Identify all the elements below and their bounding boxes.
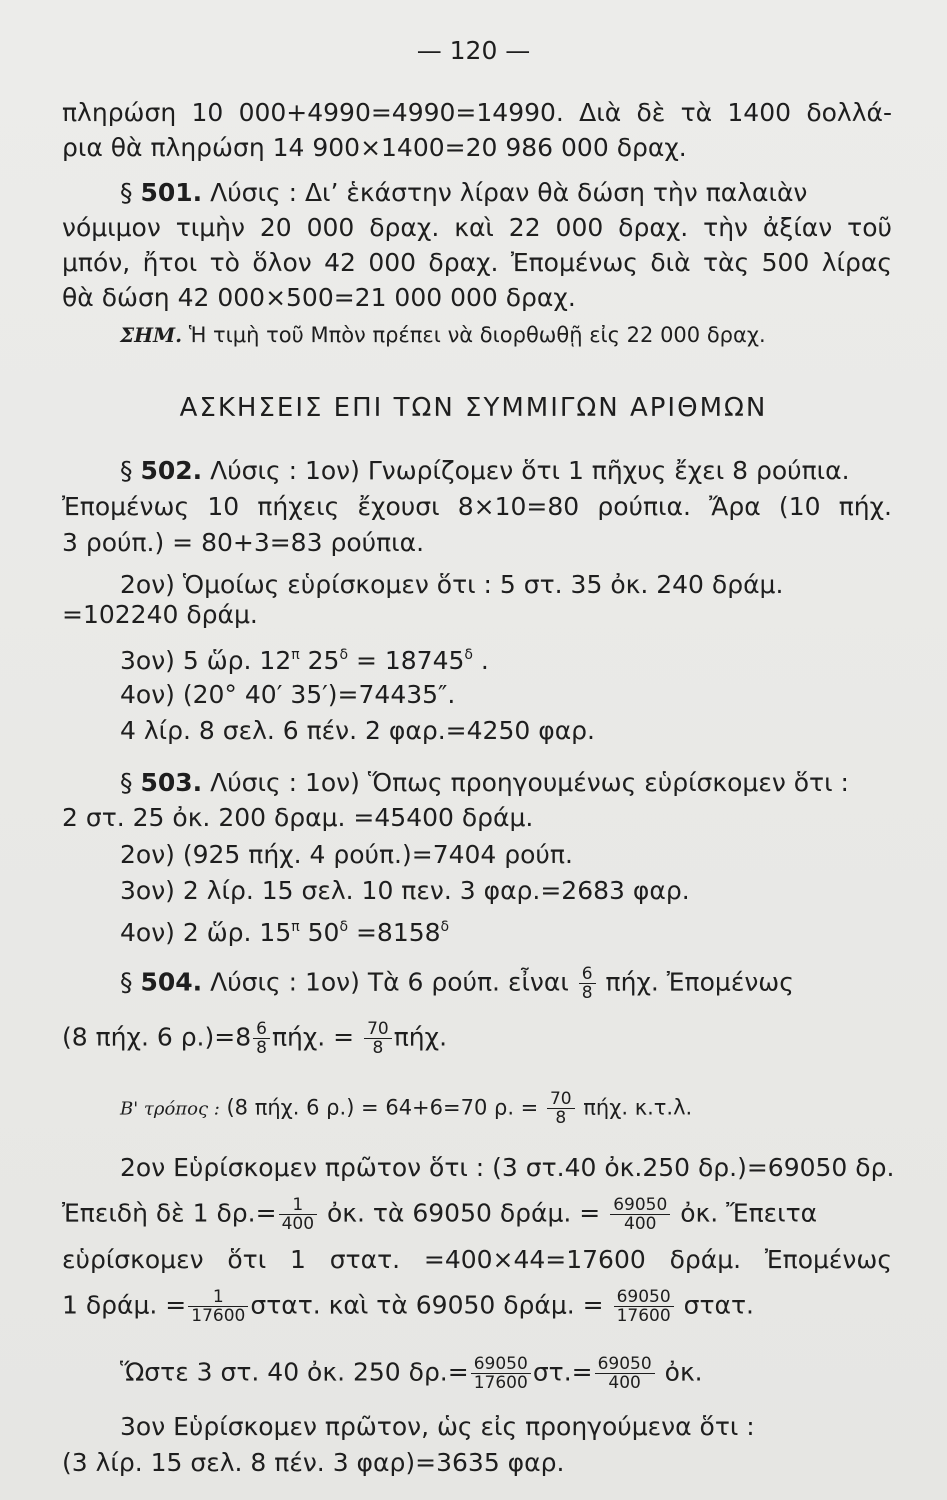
- fraction-denominator: 400: [624, 1214, 657, 1234]
- fraction: [579, 965, 596, 1002]
- fraction: [614, 1288, 674, 1325]
- section-number: 501.: [140, 178, 203, 207]
- section-502-line: [120, 456, 947, 486]
- paragraph-line: 2ον Εὑρίσκομεν πρῶτον ὅτι : (3 στ.40 ὀκ.250 δρ.)=69050 δρ.: [120, 1153, 895, 1182]
- text-part: πήχ.: [393, 1022, 448, 1052]
- section-text: Λύσις : Δι’ ἑκάστην λίραν θὰ δώση τὴν παλαιὰν: [202, 178, 808, 207]
- fraction: [279, 1196, 317, 1233]
- text-part: ὀκ. τὰ 69050 δράμ. =: [319, 1198, 601, 1228]
- paragraph-line: 3ον) 2 λίρ. 15 σελ. 10 πεν. 3 φαρ.=2683 φαρ.: [120, 876, 690, 905]
- text-part: 3ον) 5 ὥρ. 12: [120, 646, 292, 675]
- fraction-denominator: 17600: [191, 1306, 246, 1326]
- fraction: [253, 1020, 270, 1057]
- section-sign: §: [120, 456, 133, 485]
- fraction-denominator: 8: [372, 1038, 384, 1058]
- paragraph-line: 2ον) Ὁμοίως εὑρίσκομεν ὅτι : 5 στ. 35 ὀκ. 240 δράμ.: [120, 570, 784, 599]
- fraction-numerator: 1: [279, 1196, 317, 1215]
- fraction-denominator: 17600: [616, 1306, 671, 1326]
- text-part: Λύσις : 1ον) Τὰ 6 ρούπ. εἶναι: [202, 967, 569, 997]
- section-number: 502.: [140, 456, 203, 485]
- text-part: πήχ. κ.τ.λ.: [576, 1095, 693, 1120]
- paragraph-line: [62, 1196, 892, 1233]
- fraction: [364, 1020, 392, 1057]
- fraction: [595, 1355, 655, 1392]
- section-heading: ΑΣΚΗΣΕΙΣ ΕΠΙ ΤΩΝ ΣΥΜΜΙΓΩΝ ΑΡΙΘΜΩΝ: [179, 393, 768, 423]
- text-part: πήχ. Ἐπομένως: [597, 967, 794, 997]
- paragraph-line: 2ον) (925 πήχ. 4 ρούπ.)=7404 ρούπ.: [120, 840, 573, 869]
- section-text: Λύσις : 1ον) Ὅπως προηγουμένως εὑρίσκομεν ὅτι :: [202, 768, 849, 797]
- page-number: — 120 —: [416, 36, 531, 65]
- text-part: = 18745: [348, 646, 465, 675]
- paragraph-line: (3 λίρ. 15 σελ. 8 πέν. 3 φαρ)=3635 φαρ.: [62, 1448, 565, 1477]
- fraction: [610, 1196, 670, 1233]
- fraction-numerator: 69050: [471, 1355, 531, 1374]
- text-part: =8158: [348, 918, 441, 947]
- alternative-method-line: [120, 1090, 947, 1127]
- fraction-numerator: 69050: [614, 1288, 674, 1307]
- paragraph-line: μπόν, ἤτοι τὸ ὅλον 42 000 δραχ. Ἐπομένως διὰ τὰς 500 λίρας: [62, 248, 892, 277]
- text-part: στατ.: [675, 1290, 755, 1320]
- paragraph-line: [120, 640, 947, 676]
- paragraph-line: εὑρίσκομεν ὅτι 1 στατ. =400×44=17600 δράμ. Ἐπομένως: [62, 1245, 892, 1274]
- text-part: πήχ. =: [271, 1022, 355, 1052]
- section-text: Λύσις : 1ον) Γνωρίζομεν ὅτι 1 πῆχυς ἔχει 8 ρούπια.: [202, 456, 850, 485]
- paragraph-line: πληρώση 10 000+4990=4990=14990. Διὰ δὲ τὰ 1400 δολλά-: [62, 98, 892, 127]
- paragraph-line: 3ον Εὑρίσκομεν πρῶτον, ὡς εἰς προηγούμενα ὅτι :: [120, 1412, 755, 1441]
- superscript: π: [291, 647, 300, 663]
- note-line: [120, 320, 947, 350]
- text-part: στατ. καὶ τὰ 69050 δράμ. =: [250, 1290, 604, 1320]
- fraction-denominator: 8: [256, 1038, 267, 1058]
- fraction-numerator: 6: [579, 965, 596, 984]
- fraction-denominator: 8: [555, 1108, 567, 1128]
- superscript: δ: [339, 647, 349, 663]
- note-text: Ἡ τιμὴ τοῦ Μπὸν πρέπει νὰ διορθωθῇ εἰς 22 000 δραχ.: [182, 323, 766, 347]
- paragraph-line: =102240 δράμ.: [62, 600, 258, 629]
- fraction-denominator: 8: [581, 983, 593, 1003]
- fraction: [547, 1090, 575, 1127]
- fraction-denominator: 17600: [473, 1373, 528, 1393]
- text-part: .: [472, 646, 489, 675]
- section-501-line: [120, 178, 947, 208]
- paragraph-line: ρια θὰ πληρώση 14 900×1400=20 986 000 δραχ.: [62, 133, 687, 162]
- paragraph-line: [62, 1288, 892, 1325]
- fraction-numerator: 70: [547, 1090, 575, 1109]
- section-504-line: [120, 965, 947, 1002]
- fraction-numerator: 6: [253, 1020, 270, 1039]
- superscript: δ: [339, 919, 349, 935]
- text-part: Ἐπειδὴ δὲ 1 δρ.=: [62, 1198, 277, 1228]
- text-part: ὀκ.: [656, 1357, 703, 1387]
- fraction: [188, 1288, 248, 1325]
- text-part: 4ον) 2 ὥρ. 15: [120, 918, 292, 947]
- paragraph-line: [120, 1355, 947, 1392]
- text-part: Ὥστε 3 στ. 40 ὀκ. 250 δρ.=: [120, 1357, 469, 1387]
- section-sign: §: [120, 768, 133, 797]
- fraction-numerator: 70: [364, 1020, 392, 1039]
- section-sign: §: [120, 967, 133, 997]
- paragraph-line: 2 στ. 25 ὀκ. 200 δραμ. =45400 δράμ.: [62, 803, 534, 832]
- section-sign: §: [120, 178, 133, 207]
- paragraph-line: 4 λίρ. 8 σελ. 6 πέν. 2 φαρ.=4250 φαρ.: [120, 716, 595, 745]
- paragraph-line: [62, 1020, 892, 1057]
- method-label: Β' τρόπος :: [120, 1098, 220, 1120]
- superscript: δ: [440, 919, 450, 935]
- fraction: [471, 1355, 531, 1392]
- paragraph-line: νόμιμον τιμὴν 20 000 δραχ. καὶ 22 000 δραχ. τὴν ἀξίαν τοῦ: [62, 213, 892, 242]
- fraction-numerator: 69050: [610, 1196, 670, 1215]
- paragraph-line: 4ον) (20° 40′ 35′)=74435″.: [120, 680, 456, 709]
- text-part: 25: [299, 646, 340, 675]
- fraction-numerator: 1: [188, 1288, 248, 1307]
- text-part: (8 πήχ. 6 ρ.) = 64+6=70 ρ. =: [219, 1095, 539, 1120]
- fraction-numerator: 69050: [595, 1355, 655, 1374]
- section-number: 504.: [140, 967, 203, 997]
- superscript: π: [291, 919, 300, 935]
- text-part: 50: [299, 918, 340, 947]
- section-number: 503.: [140, 768, 203, 797]
- text-part: στ.=: [532, 1357, 593, 1387]
- fraction-denominator: 400: [608, 1373, 641, 1393]
- superscript: δ: [464, 647, 473, 663]
- note-label: ΣΗΜ.: [120, 323, 183, 347]
- paragraph-line: [120, 912, 947, 948]
- fraction-denominator: 400: [281, 1214, 315, 1234]
- text-part: (8 πήχ. 6 ρ.)=8: [62, 1022, 252, 1052]
- paragraph-line: θὰ δώση 42 000×500=21 000 000 δραχ.: [62, 283, 576, 312]
- paragraph-line: 3 ρούπ.) = 80+3=83 ρούπια.: [62, 528, 425, 557]
- text-part: ὀκ. Ἔπειτα: [672, 1198, 818, 1228]
- paragraph-line: Ἐπομένως 10 πήχεις ἔχουσι 8×10=80 ρούπια. Ἄρα (10 πήχ.: [62, 492, 892, 521]
- text-part: 1 δράμ. =: [62, 1290, 187, 1320]
- section-503-line: [120, 768, 947, 798]
